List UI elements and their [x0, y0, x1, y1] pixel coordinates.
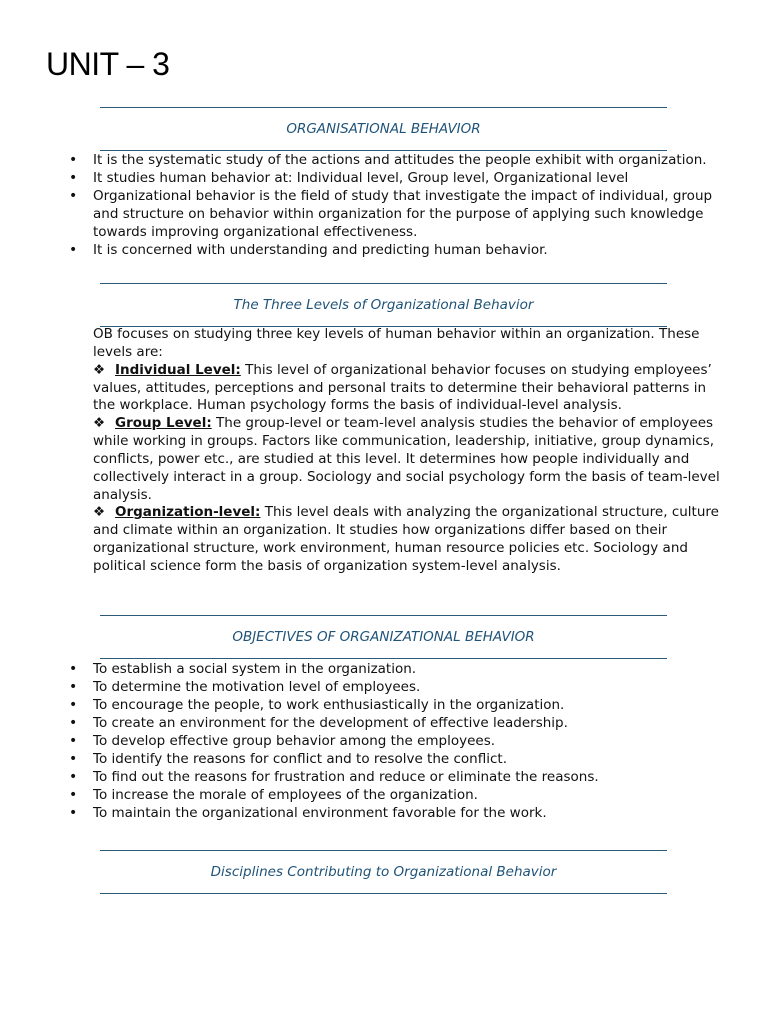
list-item: • To find out the reasons for frustration and reduce or eliminate the reasons. — [0, 768, 719, 786]
list-item: • To determine the motivation level of employees. — [0, 678, 719, 696]
ob-definition-list — [0, 151, 719, 259]
list-item: • To create an environment for the development of effective leadership. — [0, 714, 719, 732]
level-description: The group-level or team-level analysis studies the behavior of employees while working in groups. Factors like communication, leadership, initiative, group dynamics, conflicts, power etc., are studied at this level. It determines how people individually and collectively interact in a group. Sociology and social psychology form the basis of team-level analysis. — [93, 415, 720, 503]
list-item: • To increase the morale of employees of the organization. — [0, 786, 719, 804]
list-item: • To develop effective group behavior among the employees. — [0, 732, 719, 750]
level-term: Organization-level: — [115, 504, 261, 521]
level-description: This level deals with analyzing the organizational structure, culture and climate within an organization. It studies how organizations differ based on their organizational structure, work environment, human resource policies etc. Sociology and political science form the basis of organization system-level analysis. — [93, 504, 719, 574]
levels-intro: OB focuses on studying three key levels of human behavior within an organization. These levels are: — [93, 326, 700, 360]
page-title: UNIT – 3 — [46, 46, 170, 82]
diamond-bullet-icon: ❖ — [93, 504, 106, 521]
section-heading-objectives — [100, 615, 667, 659]
level-term: Group Level: — [115, 415, 212, 432]
heading-text: Disciplines Contributing to Organizational Behavior — [210, 864, 557, 880]
heading-bottom-rule — [100, 658, 667, 659]
diamond-bullet-icon: ❖ — [93, 361, 106, 378]
levels-body — [93, 326, 723, 576]
diamond-bullet-icon: ❖ — [93, 415, 106, 432]
heading-text: ORGANISATIONAL BEHAVIOR — [286, 121, 481, 137]
list-item: • To maintain the organizational environment favorable for the work. — [0, 804, 719, 822]
level-individual — [93, 362, 723, 416]
section-heading-disciplines — [100, 850, 667, 894]
list-item: • It studies human behavior at: Individual level, Group level, Organizational level — [0, 169, 719, 187]
list-item: • To establish a social system in the organization. — [0, 660, 719, 678]
level-term: Individual Level: — [115, 361, 241, 378]
list-item: • To encourage the people, to work enthusiastically in the organization. — [0, 696, 719, 714]
level-group — [93, 415, 723, 504]
heading-text: OBJECTIVES OF ORGANIZATIONAL BEHAVIOR — [232, 629, 535, 645]
heading-text: The Three Levels of Organizational Behavior — [233, 297, 534, 313]
list-item: • Organizational behavior is the field of study that investigate the impact of individual, group and structure on behavior within organization for the purpose of applying such knowledge towards improving organizational effectiveness. — [0, 187, 719, 241]
list-item: • It is the systematic study of the actions and attitudes the people exhibit with organization. — [0, 151, 719, 169]
list-item: • To identify the reasons for conflict and to resolve the conflict. — [0, 750, 719, 768]
level-description: This level of organizational behavior focuses on studying employees’ values, attitudes, perceptions and personal traits to determine their behavioral patterns in the workplace. Human psychology forms the basis of individual-level analysis. — [93, 361, 712, 414]
objectives-list — [0, 660, 719, 822]
section-heading-organisational-behavior — [100, 107, 667, 151]
section-heading-three-levels — [100, 283, 667, 327]
heading-bottom-rule — [100, 893, 667, 894]
list-item: • It is concerned with understanding and predicting human behavior. — [0, 241, 719, 259]
level-organization — [93, 504, 723, 575]
